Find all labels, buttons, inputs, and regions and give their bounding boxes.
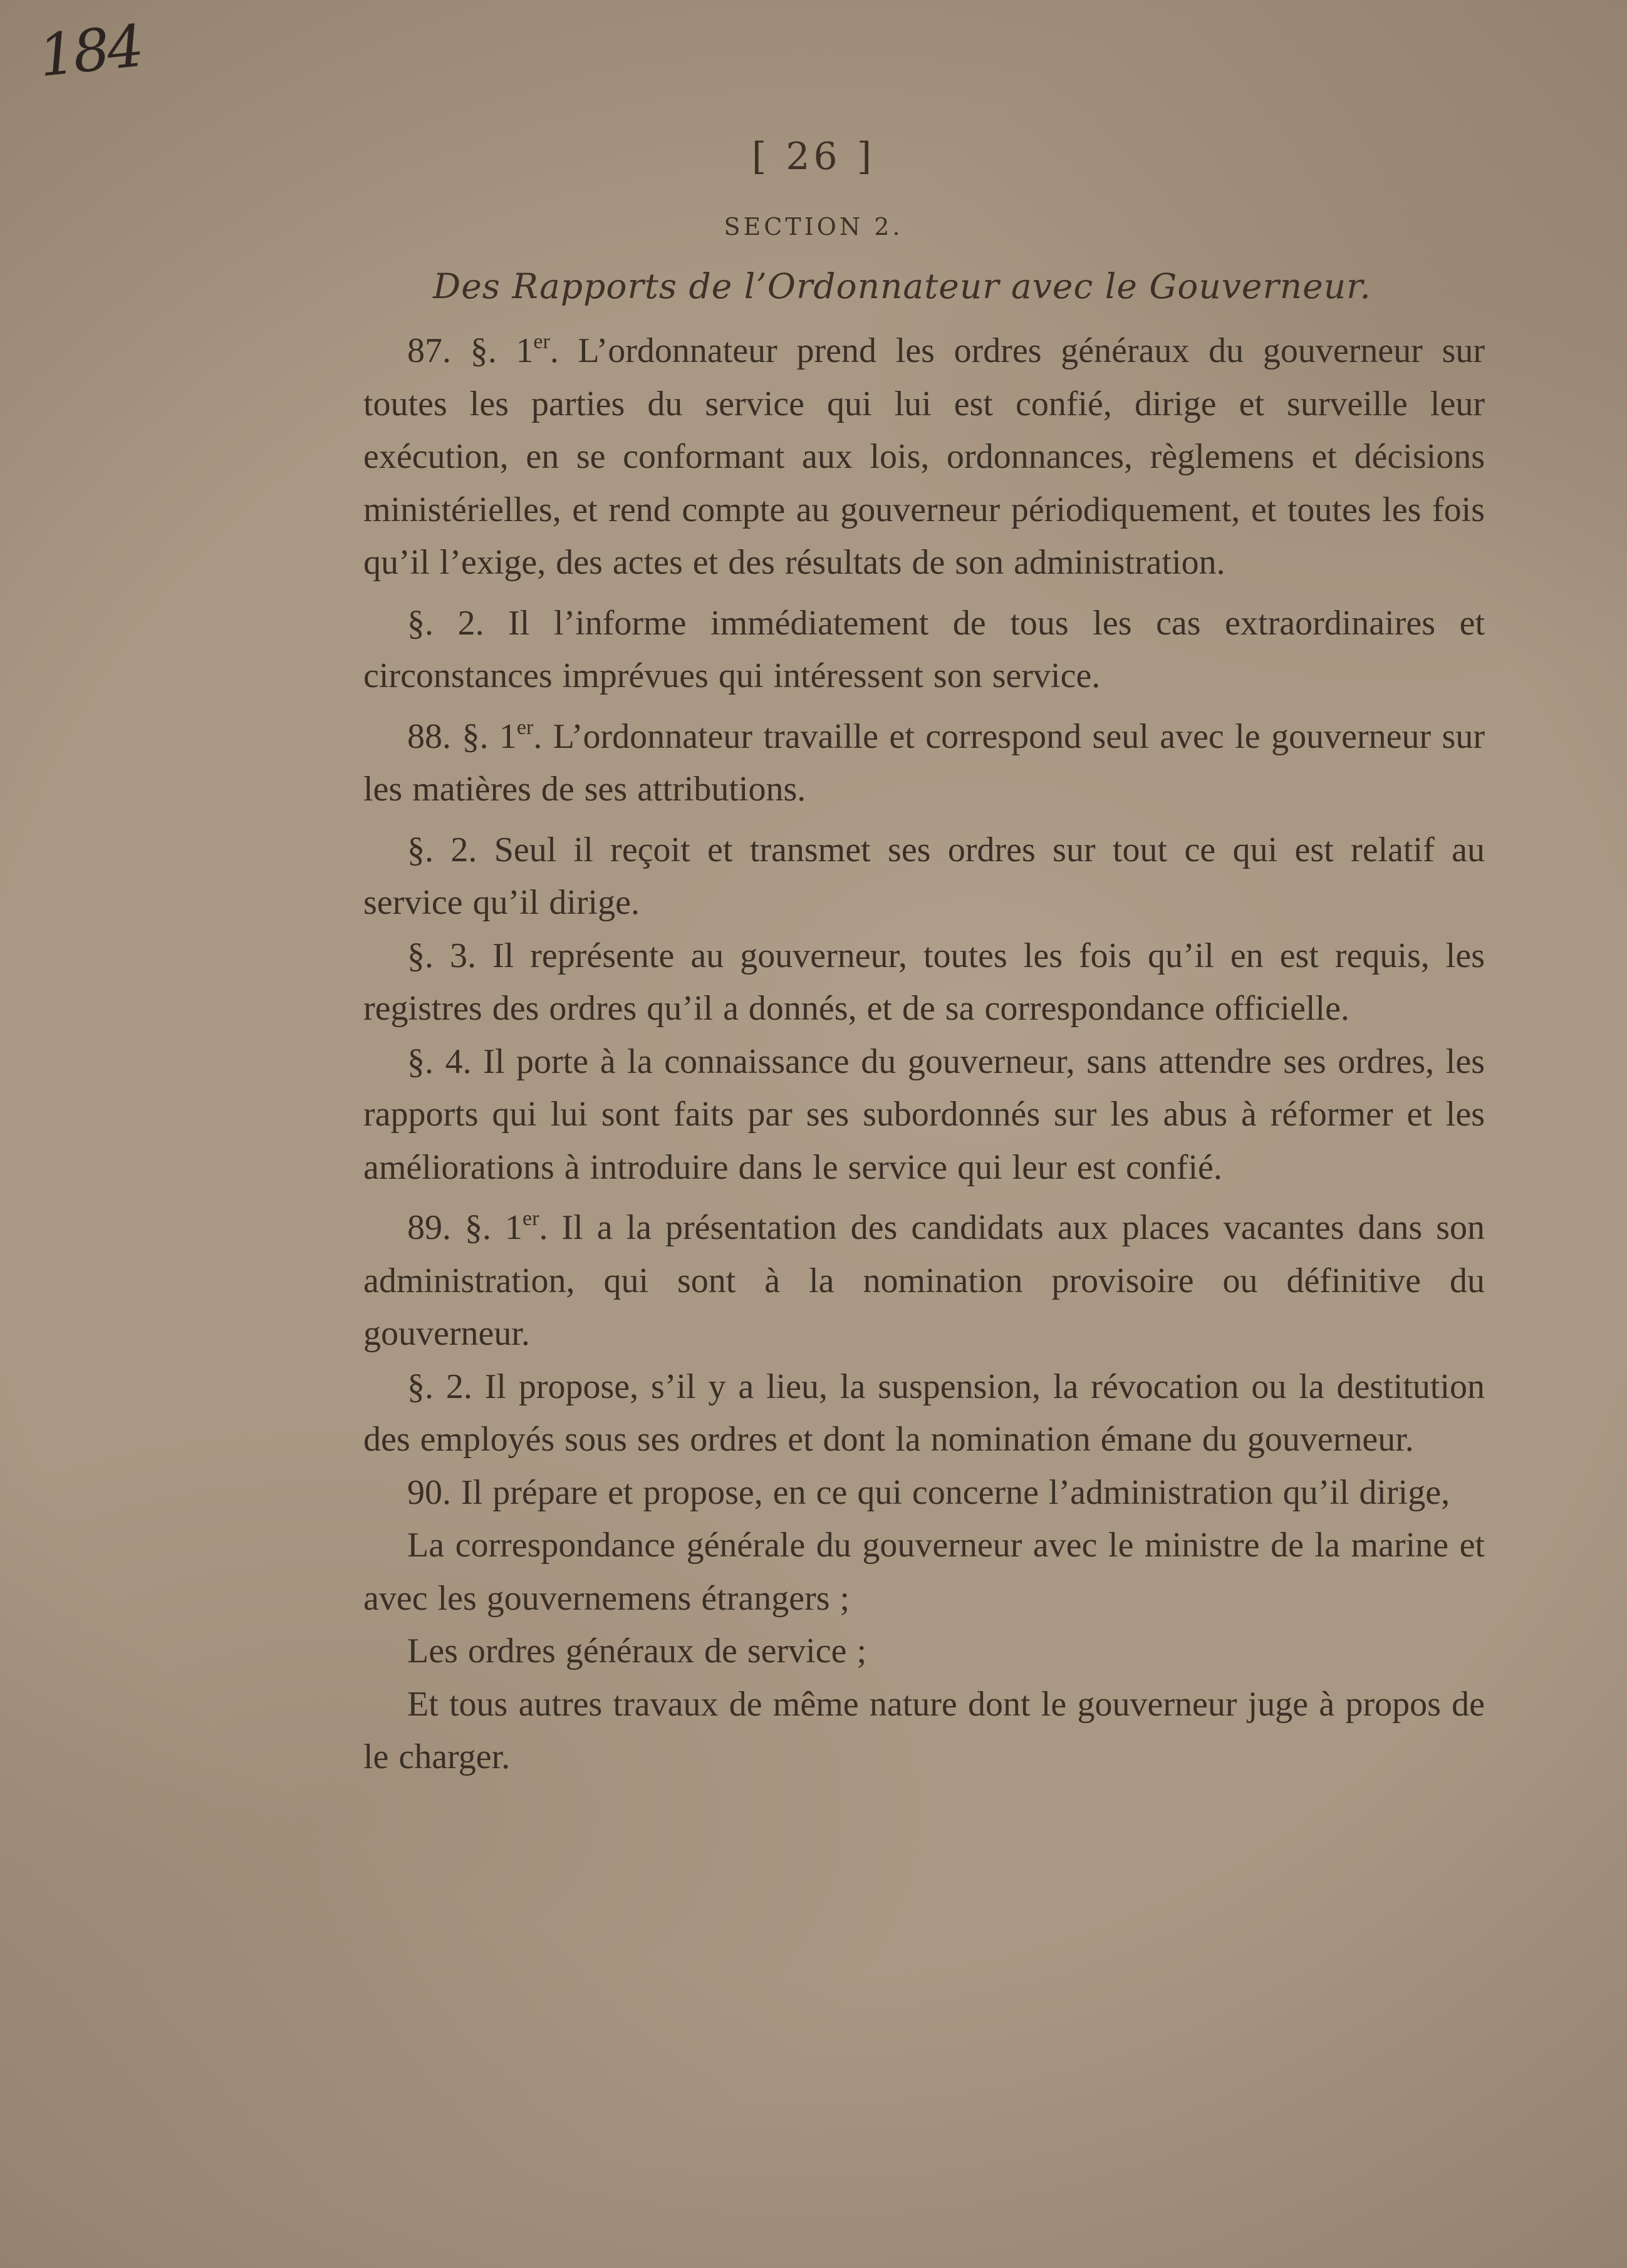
paragraph-90: 90. Il prépare et propose, en ce qui concerne l’administration qu’il dirige, <box>407 1473 1450 1512</box>
paragraph-87-2: §. 2. Il l’informe immédiatement de tous les cas extraordinaires et circonstances imprévues qui intéressent son service. <box>363 603 1485 695</box>
article-lead: 87. §. 1 <box>407 331 534 370</box>
paragraph-text: . L’ordonnateur travaille et correspond seul avec le gouverneur sur les matières de ses attributions. <box>363 717 1485 809</box>
paragraph-88-1 <box>363 710 1485 816</box>
document-body <box>363 324 1485 1784</box>
section-title: Des Rapports de l’Ordonnateur avec le Gouverneur. <box>433 266 1371 306</box>
paragraph-89-2: §. 2. Il propose, s’il y a lieu, la suspension, la révocation ou la destitution des employés sous ses ordres et dont la nomination émane du gouverneur. <box>363 1367 1485 1459</box>
article-lead: 88. §. 1 <box>407 717 517 756</box>
paragraph-88-4: §. 4. Il porte à la connaissance du gouverneur, sans attendre ses ordres, les rapports qui lui sont faits par ses subordonnés sur les abus à réformer et les améliorations à introduire dans le service qui leur est confié. <box>363 1042 1485 1187</box>
paragraph-88-2: §. 2. Seul il reçoit et transmet ses ordres sur tout ce qui est relatif au service qu’il dirige. <box>363 830 1485 922</box>
paragraph-90-a: La correspondance générale du gouverneur avec le ministre de la marine et avec les gouvernemens étrangers ; <box>363 1526 1485 1618</box>
paragraph-90-c: Et tous autres travaux de même nature dont le gouverneur juge à propos de le charger. <box>363 1684 1485 1776</box>
paragraph-88-3: §. 3. Il représente au gouverneur, toutes les fois qu’il en est requis, les registres des ordres qu’il a donnés, et de sa correspondance officielle. <box>363 936 1485 1028</box>
ordinal-superscript: er <box>516 715 534 739</box>
paragraph-89-1 <box>363 1201 1485 1360</box>
ordinal-superscript: er <box>533 330 550 353</box>
paragraph-text: . L’ordonnateur prend les ordres généraux du gouverneur sur toutes les parties du service qui lui est confié, dirige et surveille leur exécution, en se conformant aux lois, ordonnances, règlemens et décisions ministérielles, et rend compte au gouverneur périodiquement, et toutes les fois qu’il l’exige, des actes et des résultats de son administration. <box>363 331 1485 582</box>
handwritten-page-note: 184 <box>35 12 145 90</box>
article-lead: 89. §. 1 <box>407 1208 523 1247</box>
paragraph-90-b: Les ordres généraux de service ; <box>407 1632 866 1670</box>
page-number: [ 26 ] <box>751 135 876 179</box>
ordinal-superscript: er <box>522 1207 539 1230</box>
paragraph-87-1 <box>363 324 1485 589</box>
section-heading: SECTION 2. <box>724 213 903 241</box>
paragraph-text: . Il a la présentation des candidats aux places vacantes dans son administration, qui sont à la nomination provisoire ou définitive du gouverneur. <box>363 1208 1485 1353</box>
